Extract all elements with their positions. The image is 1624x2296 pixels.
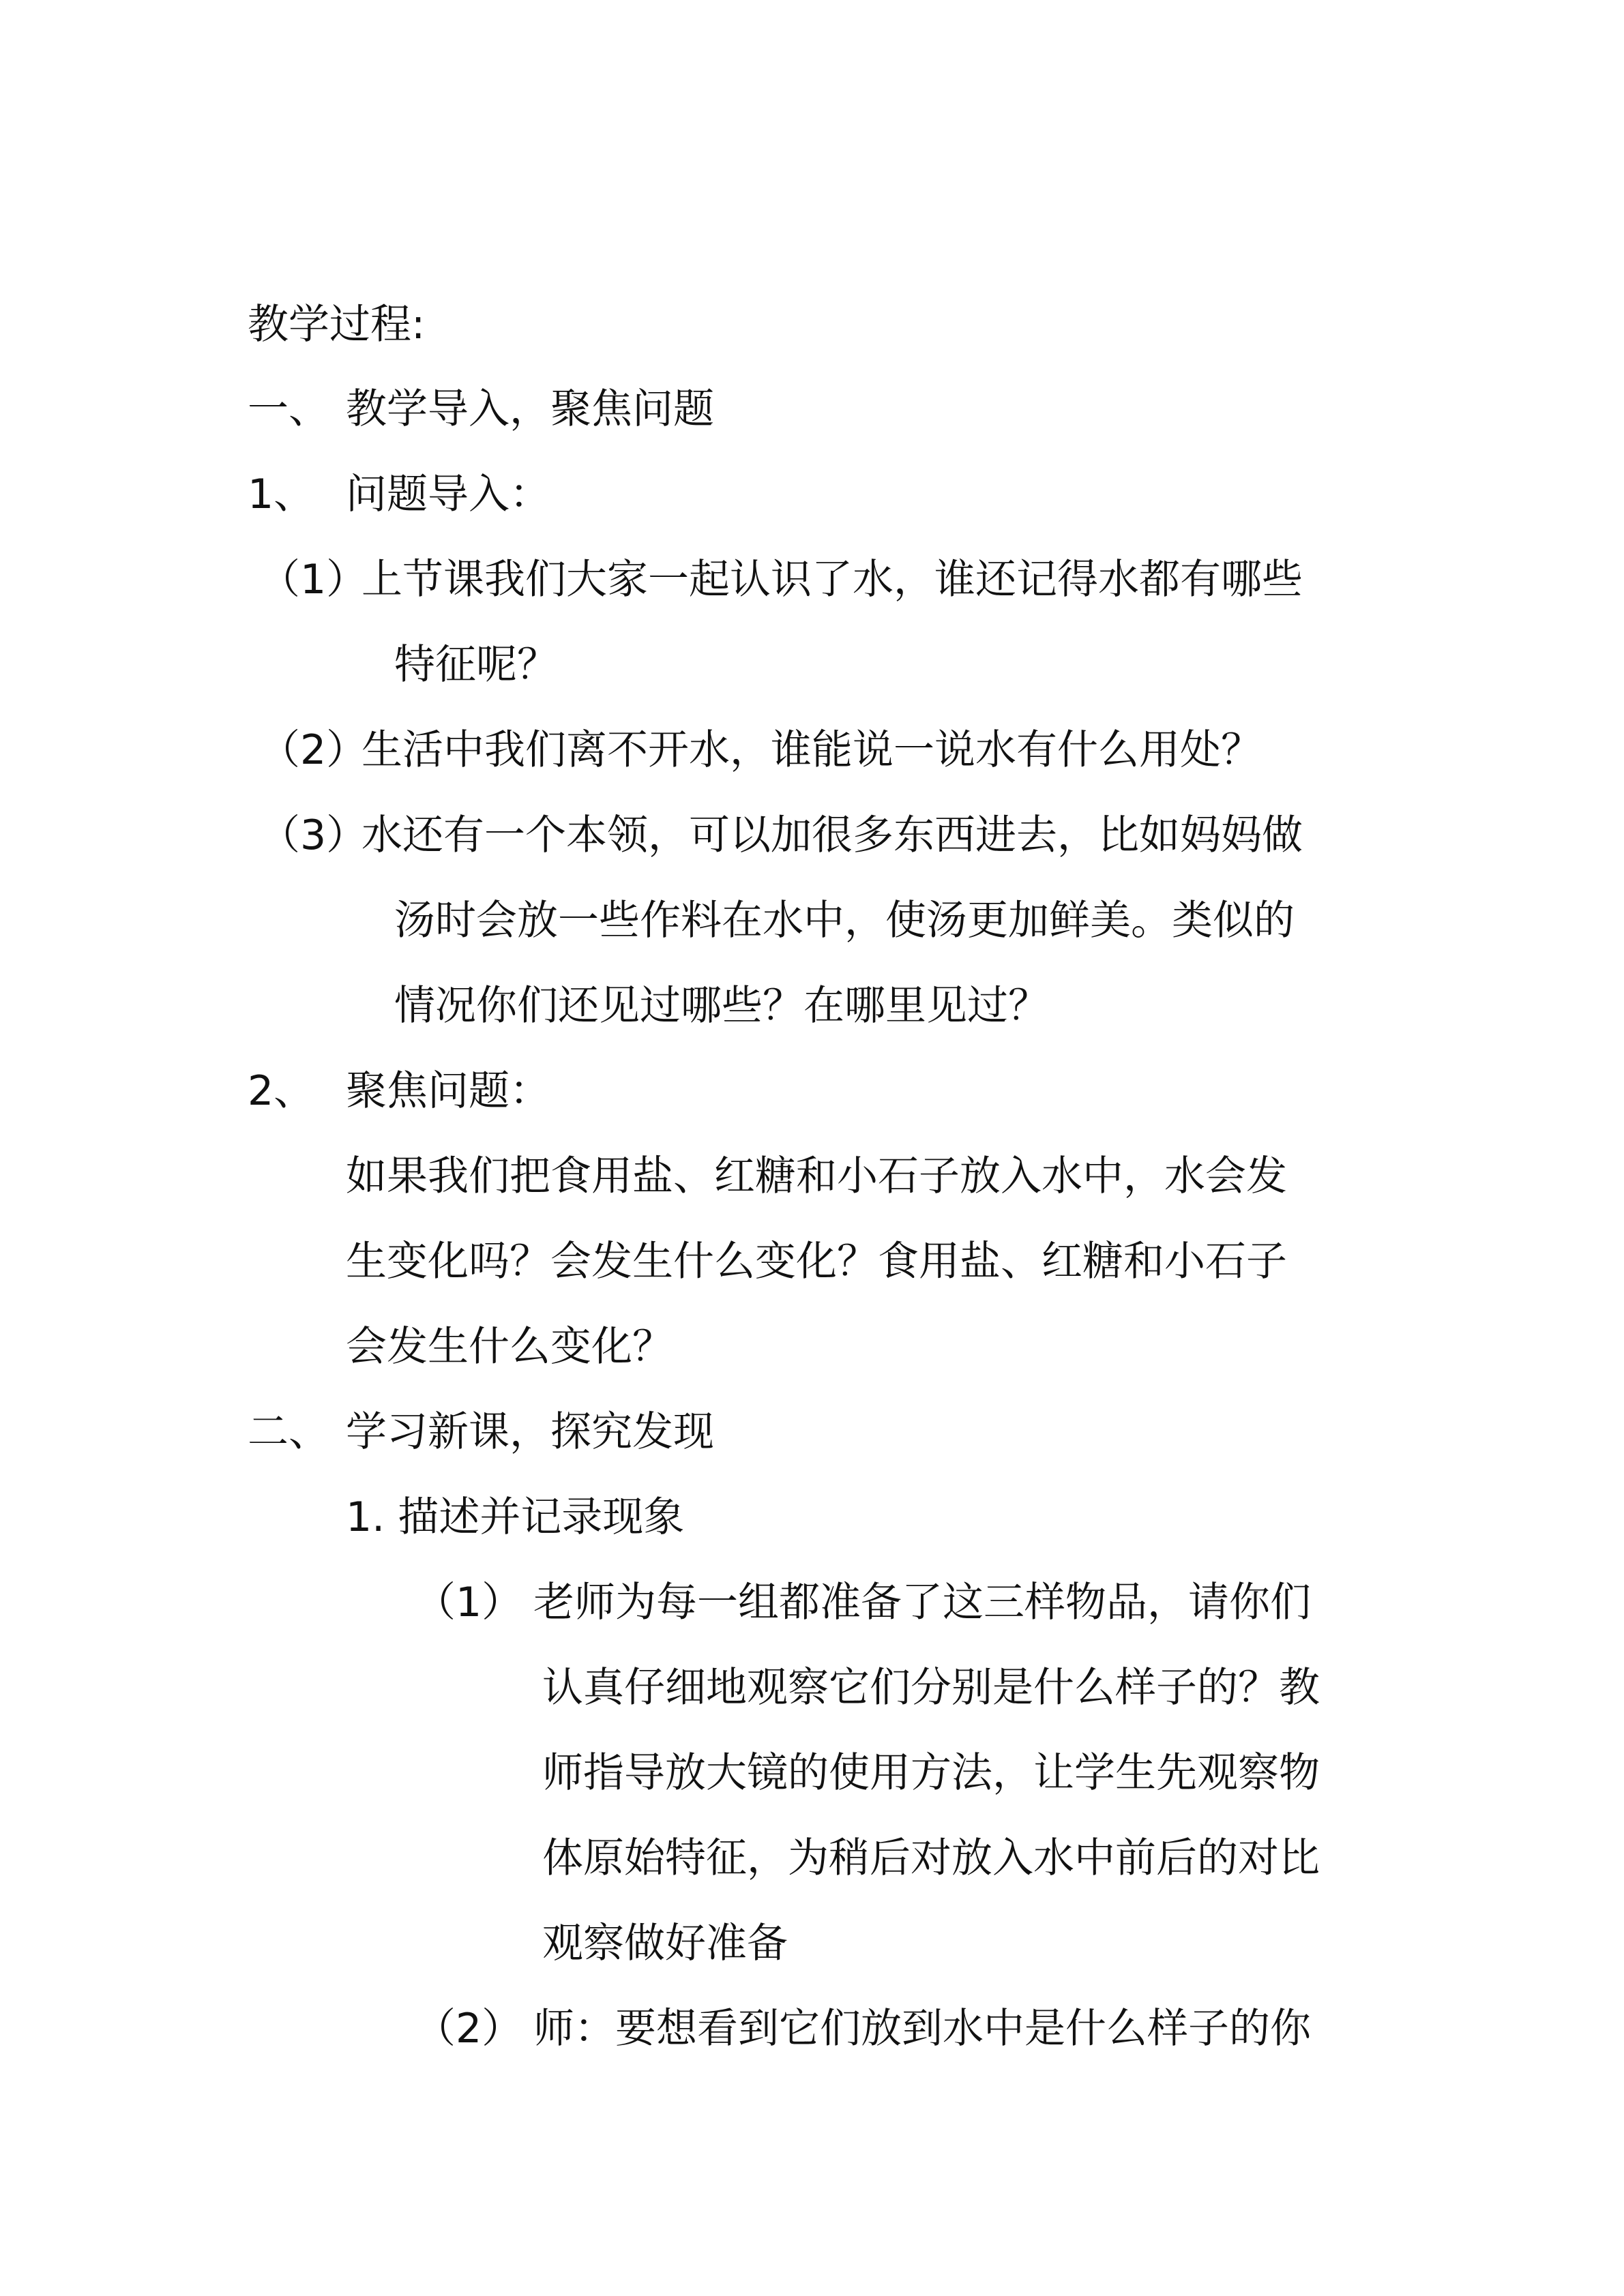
question-2-line-1: 生活中我们离不开水，谁能说一说水有什么用处？ [361,726,1262,774]
question-3-line-2: 汤时会放一些作料在水中，使汤更加鲜美。类似的 [394,897,1295,944]
item-1-number: 1、 [248,471,315,518]
item-1-heading: 问题导入： [346,471,550,518]
step-1-line-5: 观察做好准备 [542,1920,788,1967]
question-3-line-1: 水还有一个本领，可以加很多东西进去，比如妈妈做 [361,811,1303,859]
item-2-paragraph-line-3: 会发生什么变化？ [346,1323,673,1371]
step-1-line-4: 体原始特征，为稍后对放入水中前后的对比 [542,1834,1320,1882]
item-2-number: 2、 [248,1067,315,1115]
question-1-line-1: 上节课我们大家一起认识了水，谁还记得水都有哪些 [361,556,1303,603]
question-2-number: （2） [259,726,368,774]
question-1-number: （1） [259,556,368,603]
document-title: 教学过程: [248,301,426,348]
section-2-number: 二、 [248,1408,329,1456]
item-2-heading: 聚焦问题： [346,1067,550,1115]
question-3-line-3: 情况你们还见过哪些？在哪里见过？ [394,982,1049,1030]
subsection-1-heading: 1. 描述并记录现象 [346,1493,685,1541]
item-2-paragraph-line-1: 如果我们把食用盐、红糖和小石子放入水中，水会发 [346,1152,1287,1200]
step-2-line-1: 师：要想看到它们放到水中是什么样子的你 [533,2005,1311,2053]
step-2-number: （2） [415,2005,523,2053]
section-2-heading: 学习新课，探究发现 [346,1408,714,1456]
item-2-paragraph-line-2: 生变化吗？会发生什么变化？食用盐、红糖和小石子 [346,1238,1287,1285]
step-1-line-2: 认真仔细地观察它们分别是什么样子的？教 [542,1664,1320,1712]
section-1-number: 一、 [248,385,329,433]
question-3-number: （3） [259,811,368,859]
step-1-line-1: 老师为每一组都准备了这三样物品，请你们 [533,1579,1311,1626]
section-1-heading: 教学导入，聚焦问题 [346,385,714,433]
step-1-line-3: 师指导放大镜的使用方法，让学生先观察物 [542,1749,1320,1797]
question-1-line-2: 特征呢？ [394,641,558,689]
step-1-number: （1） [415,1579,523,1626]
